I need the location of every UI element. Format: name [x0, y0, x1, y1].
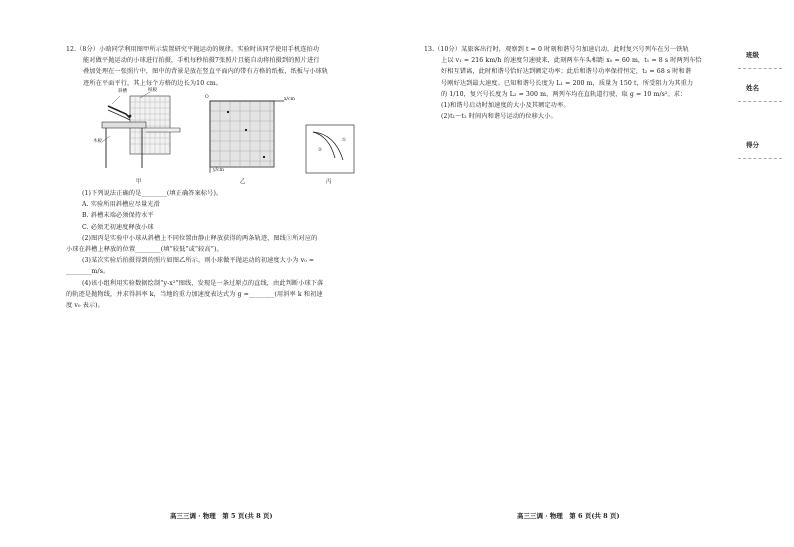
question-12-subquestions	[66, 188, 402, 311]
figure-yi-caption: 乙	[240, 179, 246, 185]
question-13-stem	[424, 44, 734, 122]
q12-line: 叠加处理在一张照片中，图中的背景是放在竖直平面内的带有方格的纸板，纸板与小球轨	[83, 68, 329, 76]
q12-line: 能对做平抛运动的小球进行拍摄，手机每秒拍摄7张照片且能自动将拍摄到的照片进行	[83, 57, 320, 65]
track-1-label: ①	[342, 138, 347, 143]
q12-sub-line: (1)下列说法正确的是________(填正确答案标号)。	[82, 190, 223, 197]
right-page	[405, 0, 794, 547]
page-5-footer: 高三三调 · 物理 第 5 页(共 8 页)	[170, 512, 273, 520]
x-axis-label: x/cm	[284, 97, 295, 102]
q13-line: 上以 v₁ = 216 km/h 的速度匀速驶来，此刻两车车头相距 x₀ = 60 m，t₁ = 8 s 时两列车恰	[441, 57, 702, 65]
q12-sub-line: A. 实验所用斜槽应尽量光滑	[82, 201, 160, 209]
y-axis-label: y/cm	[213, 168, 224, 173]
figure-yi-grid	[206, 97, 288, 175]
track-2-label: ②	[318, 148, 323, 153]
zhiban-label: 纸板	[148, 88, 157, 93]
q13-line: 好相互错离，此时和谐号恰好达到额定功率；此后和谐号功率保持恒定，t₂ = 68 s 时和谐	[441, 68, 692, 76]
name-underline	[738, 101, 782, 102]
q13-line: (2)t₁～t₂ 时间内和谐号运动的位移大小。	[441, 113, 557, 121]
name-label: 姓名	[746, 84, 759, 92]
class-label: 班级	[746, 51, 759, 59]
q13-line: 号刚好达到最大速度。已知和谐号长度为 L₁ = 200 m，质量为 150 t，所受阻力为其重力	[441, 79, 694, 87]
q12-sub-line: (4)该小组利用实验数据绘制“y-x²”图线，发现是一条过原点的直线，由此判断小球下落	[82, 279, 324, 287]
q12-sub-line: 度 v₀ 表示)。	[66, 302, 104, 310]
q12-sub-line: (3)某次实验后拍摄得到的照片如图乙所示，则小球做平抛运动的初速度大小为 v₀ =	[82, 257, 315, 265]
q12-sub-line: ________m/s。	[66, 268, 110, 276]
q12-line: 12.（8分）小晗同学利用图甲所示装置研究平抛运动的规律。实验时该同学使用手机连拍功	[66, 46, 320, 53]
class-underline	[738, 68, 782, 69]
figure-bing-tracks	[305, 124, 355, 174]
q13-line: (1)和谐号启动时加速度的大小及其额定功率。	[441, 102, 570, 110]
origin-label: O	[205, 95, 209, 100]
xiecao-label: 斜槽	[118, 89, 127, 94]
figure-bing-caption: 丙	[326, 179, 332, 185]
question-12-stem	[66, 44, 401, 89]
figure-jia-apparatus	[100, 92, 192, 172]
q12-sub-line: 小球在斜槽上释放的位置________(填“较低”或“较高”)。	[66, 246, 223, 254]
q13-line: 13.（10分）某旅客出行时，观察到 t = 0 时刻和谐号匀加速启动，此时复兴号列车在另一铁轨	[424, 46, 689, 53]
q12-sub-line: B. 斜槽末端必须保持水平	[82, 212, 154, 220]
score-underline	[738, 158, 782, 159]
muban-label: 木板	[93, 139, 102, 144]
q12-sub-line: 的轨迹是抛物线，并求得斜率 k，当地的重力加速度表达式为 g =________(用斜率 k 和初速	[66, 290, 323, 298]
page-6-footer: 高三三调 · 物理 第 6 页(共 8 页)	[517, 512, 620, 520]
q12-sub-line: (2)图丙是实验中小球从斜槽上不同位置由静止释放获得的两条轨迹，图线①所对应的	[82, 234, 318, 242]
q12-sub-line: C. 必须无初速度释放小球	[82, 223, 154, 231]
q12-line: 迹所在平面平行，其上每个方格的边长为10 cm。	[83, 79, 223, 87]
figure-jia-caption: 甲	[136, 179, 142, 185]
score-label: 得分	[746, 141, 759, 149]
q13-line: 的 1/10，复兴号长度为 L₂ = 300 m，两列车均在直轨道行驶，取 g = 10 m/s²。求：	[441, 90, 687, 98]
